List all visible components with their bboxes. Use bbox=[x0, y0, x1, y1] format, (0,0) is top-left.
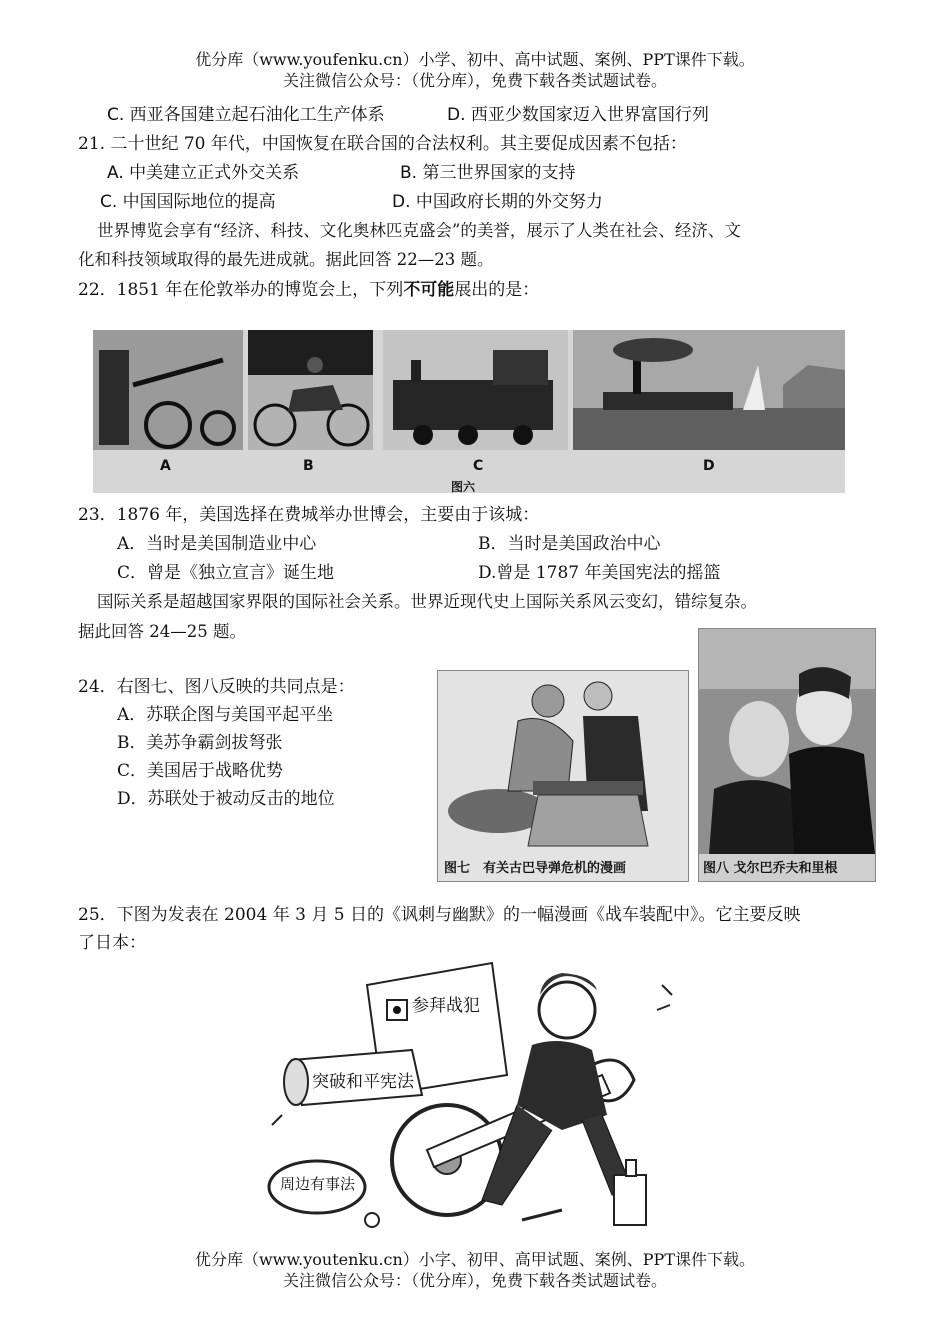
expo-intro-line-1: 世界博览会享有“经济、科技、文化奥林匹克盛会”的美誉，展示了人类在社会、经济、文 bbox=[97, 221, 741, 240]
label-neighbor-law: 周边有事法 bbox=[280, 1175, 356, 1193]
q21-option-b: B. 第三世界国家的支持 bbox=[400, 163, 576, 183]
bolt-icon bbox=[522, 1210, 562, 1220]
q23-option-c: C．曾是《独立宣言》诞生地 bbox=[117, 563, 335, 583]
war-chariot-cartoon bbox=[262, 955, 682, 1245]
steamboat-icon bbox=[603, 392, 733, 410]
q25-line-2: 了日本： bbox=[78, 933, 146, 953]
figure-6-label-c: C bbox=[473, 458, 484, 474]
machine-column-icon bbox=[99, 350, 129, 445]
khrushchev-head-icon bbox=[532, 685, 564, 717]
smoke-icon bbox=[613, 338, 693, 362]
kennedy-head-icon bbox=[584, 682, 612, 710]
q24-option-b: B．美苏争霸剑拔弩张 bbox=[117, 733, 283, 753]
figure-6-label-a: A bbox=[160, 458, 171, 474]
q23-option-d: D.曾是 1787 年美国宪法的摇篮 bbox=[478, 563, 721, 583]
figure-7 bbox=[437, 670, 689, 882]
oil-can-icon bbox=[614, 1175, 646, 1225]
expo-intro-line-2: 化和科技领域取得的最先进成就。据此回答 22—23 题。 bbox=[78, 250, 494, 269]
reagan-coat-icon bbox=[789, 747, 875, 855]
nut-icon bbox=[365, 1213, 379, 1227]
header-line-2: 关注微信公众号：（优分库），免费下载各类试题试卷。 bbox=[282, 71, 667, 90]
q24-option-c: C．美国居于战略优势 bbox=[117, 761, 284, 781]
q20-option-d: D. 西亚少数国家迈入世界富国行列 bbox=[447, 105, 709, 125]
q23-option-b: B．当时是美国政治中心 bbox=[478, 534, 661, 554]
relations-intro-line-1: 国际关系是超越国家界限的国际社会关系。世界近现代史上国际关系风云变幻，错综复杂。 bbox=[97, 592, 757, 611]
figure-8 bbox=[698, 628, 876, 882]
river-icon bbox=[573, 408, 845, 450]
q20-option-c: C. 西亚各国建立起石油化工生产体系 bbox=[107, 105, 385, 125]
gorbachev-reagan-photo bbox=[699, 629, 875, 854]
figure-7-caption: 图七 有关古巴导弹危机的漫画 bbox=[444, 861, 627, 876]
figure-6-label-b: B bbox=[303, 458, 314, 474]
q23-stem: 23．1876 年，美国选择在费城举办世博会，主要由于该城： bbox=[78, 505, 540, 525]
q21-option-d: D. 中国政府长期的外交努力 bbox=[392, 192, 603, 212]
q23-option-a: A．当时是美国制造业中心 bbox=[117, 534, 317, 554]
label-shrine-visit: 参拜战犯 bbox=[412, 996, 480, 1016]
figure-8-caption: 图八 戈尔巴乔夫和里根 bbox=[703, 861, 838, 876]
figure-6-title: 图六 bbox=[451, 480, 476, 493]
header-line-1: 优分库（www.youfenku.cn）小学、初中、高中试题、案例、PPT课件下载。 bbox=[195, 50, 755, 69]
q22-stem: 22．1851 年在伦敦举办的博览会上，下列不可能展出的是： bbox=[78, 280, 540, 300]
figure-6 bbox=[93, 330, 845, 493]
q21-stem: 21. 二十世纪 70 年代，中国恢复在联合国的合法权利。其主要促成因素不包括： bbox=[78, 134, 687, 154]
q24-option-d: D．苏联处于被动反击的地位 bbox=[117, 789, 335, 809]
rider-icon bbox=[307, 357, 323, 373]
q22-emphasis: 不可能 bbox=[403, 280, 455, 300]
q21-option-a: A. 中美建立正式外交关系 bbox=[107, 163, 300, 183]
label-break-constitution: 突破和平宪法 bbox=[312, 1072, 414, 1092]
footer-line-1: 优分库（www.youtenku.cn）小字、初甲、高甲试题、案例、PPT课件下载。 bbox=[194, 1250, 755, 1269]
figure-6-photos bbox=[93, 330, 845, 493]
politician-head-icon bbox=[539, 982, 595, 1038]
q24-option-a: A．苏联企图与美国平起平坐 bbox=[117, 705, 334, 725]
gorbachev-face-icon bbox=[729, 701, 789, 777]
q25-line-1: 25．下图为发表在 2004 年 3 月 5 日的《讽刺与幽默》的一幅漫画《战车装配中》。它主要反映 bbox=[78, 905, 801, 925]
q24-stem: 24．右图七、图八反映的共同点是： bbox=[78, 677, 355, 697]
scroll-end-icon bbox=[284, 1059, 308, 1105]
q21-option-c: C. 中国国际地位的提高 bbox=[100, 192, 276, 212]
footer-line-2: 关注微信公众号：（优分库），免费下载各类试题试卷。 bbox=[282, 1271, 667, 1290]
relations-intro-line-2: 据此回答 24—25 题。 bbox=[78, 622, 246, 641]
figure-6-label-d: D bbox=[703, 458, 715, 474]
khrushchev-figure-icon bbox=[508, 719, 573, 792]
table-icon bbox=[533, 781, 643, 795]
locomotive-icon bbox=[393, 380, 553, 430]
cuba-crisis-cartoon bbox=[438, 671, 688, 851]
